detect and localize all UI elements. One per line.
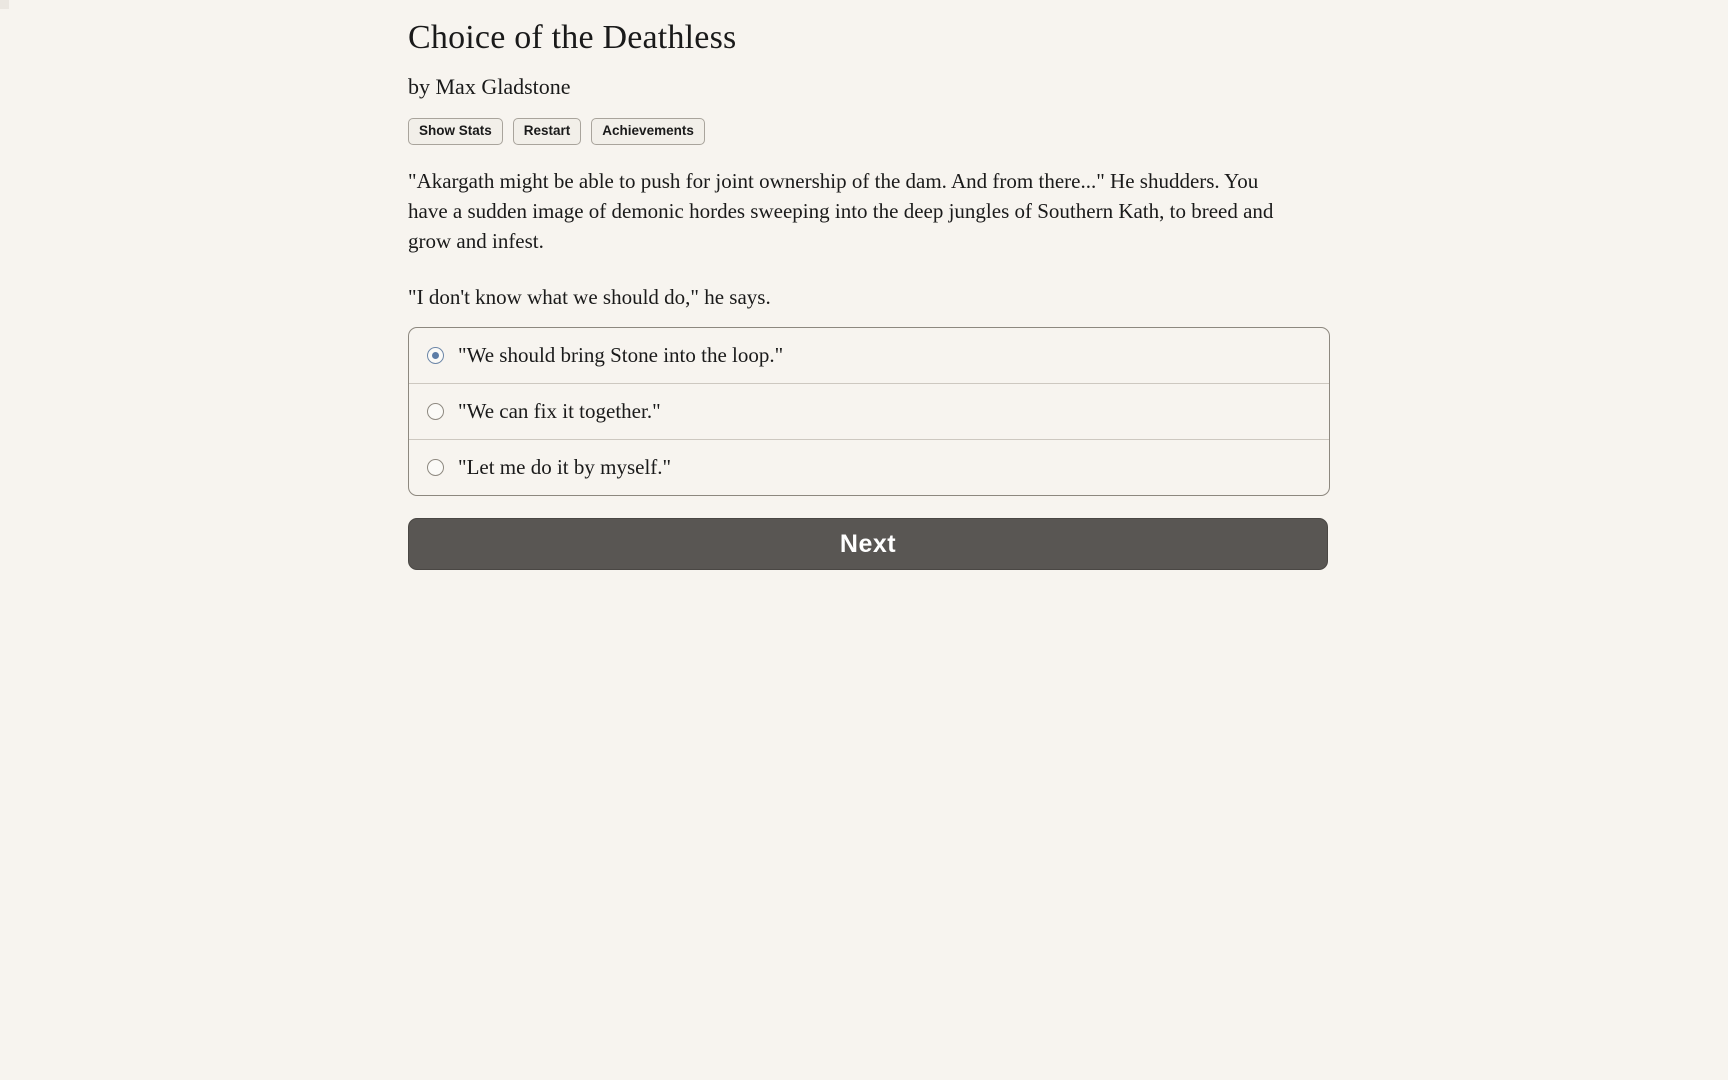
list-item[interactable] [409, 328, 1329, 384]
radio-icon[interactable] [427, 403, 444, 420]
radio-icon[interactable] [427, 459, 444, 476]
choice-label: "Let me do it by myself." [458, 455, 672, 479]
radio-icon[interactable] [427, 347, 444, 364]
achievements-button[interactable]: Achievements [591, 118, 705, 145]
choice-label: "We should bring Stone into the loop." [458, 342, 784, 367]
next-button[interactable]: Next [408, 518, 1328, 570]
page-title: Choice of the Deathless [408, 19, 737, 56]
story-text [408, 167, 1288, 312]
game-toolbar [408, 118, 1333, 145]
show-stats-button[interactable]: Show Stats [408, 118, 503, 145]
story-paragraph: "Akargath might be able to push for joint ownership of the dam. And from there..." He shudders. You have a sudden image of demonic hordes sweeping into the deep jungles of Southern Kath, to breed and grow and infest. [408, 169, 1274, 253]
corner-marker [0, 0, 9, 9]
choice-list [408, 327, 1330, 497]
story-paragraph: "I don't know what we should do," he says. [408, 284, 771, 309]
game-container [408, 0, 1333, 570]
restart-button[interactable]: Restart [513, 118, 582, 145]
list-item[interactable] [409, 384, 1329, 440]
author-byline: by Max Gladstone [408, 74, 571, 100]
list-item[interactable] [409, 440, 1329, 495]
choice-label: "We can fix it together." [458, 398, 661, 423]
